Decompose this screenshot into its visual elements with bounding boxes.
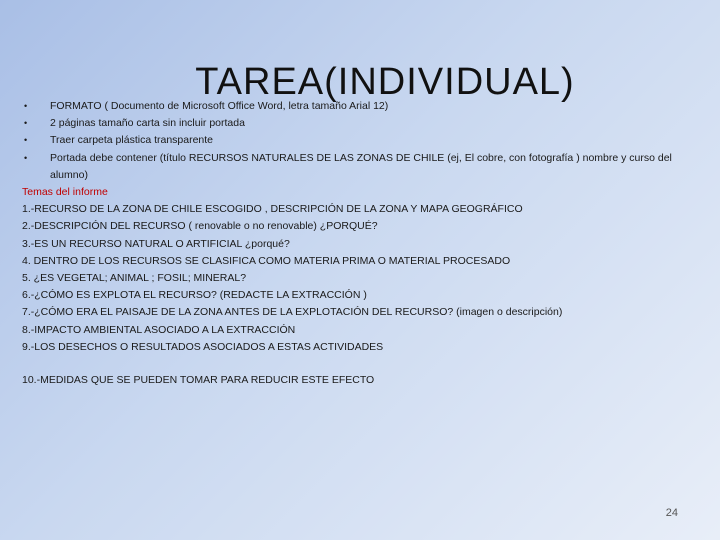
topic-item: 10.-MEDIDAS QUE SE PUEDEN TOMAR PARA REDUCIR ESTE EFECTO [22, 374, 375, 387]
bullet-icon: • [24, 152, 28, 163]
slide-title: TAREA(INDIVIDUAL) [195, 61, 575, 103]
topic-item: 9.-LOS DESECHOS O RESULTADOS ASOCIADOS A ESTAS ACTIVIDADES [22, 340, 384, 353]
bullet-icon: • [24, 118, 28, 129]
topic-item: 1.-RECURSO DE LA ZONA DE CHILE ESCOGIDO , DESCRIPCIÓN DE LA ZONA Y MAPA GEOGRÁFICO [22, 203, 523, 216]
requirement-text: 2 páginas tamaño carta sin incluir portada [50, 117, 245, 130]
requirement-text: Traer carpeta plástica transparente [50, 134, 214, 147]
requirements-list [22, 98, 694, 184]
requirement-text: Portada debe contener (título RECURSOS NATURALES DE LAS ZONAS DE CHILE (ej, El cobre, con fotografía ) nombre y curso del alumno) [50, 151, 672, 181]
bullet-icon: • [24, 101, 28, 111]
topic-item: 5. ¿ES VEGETAL; ANIMAL ; FOSIL; MINERAL? [22, 272, 247, 285]
topic-item: 8.-IMPACTO AMBIENTAL ASOCIADO A LA EXTRACCIÓN [22, 323, 296, 336]
topic-item: 7.-¿CÓMO ERA EL PAISAJE DE LA ZONA ANTES DE LA EXPLOTACIÓN DEL RECURSO? (imagen o descripción) [22, 306, 563, 319]
bullet-icon: • [24, 135, 28, 146]
slide-content [22, 98, 694, 389]
topic-item: 6.-¿CÓMO ES EXPLOTA EL RECURSO? (REDACTE LA EXTRACCIÓN ) [22, 289, 367, 302]
page-number: 24 [665, 507, 678, 519]
requirement-text: FORMATO ( Documento de Microsoft Office Word, letra tamaño Arial 12) [50, 100, 389, 112]
requirement-item [22, 115, 694, 132]
requirement-item [22, 132, 694, 149]
requirement-item [22, 98, 694, 115]
section-title: Temas del informe [22, 186, 108, 199]
topic-item: 2.-DESCRIPCIÓN DEL RECURSO ( renovable o no renovable) ¿PORQUÉ? [22, 220, 378, 233]
topic-item: 3.-ES UN RECURSO NATURAL O ARTIFICIAL ¿porqué? [22, 237, 290, 250]
topic-item: 4. DENTRO DE LOS RECURSOS SE CLASIFICA COMO MATERIA PRIMA O MATERIAL PROCESADO [22, 254, 511, 267]
requirement-item [22, 150, 694, 184]
